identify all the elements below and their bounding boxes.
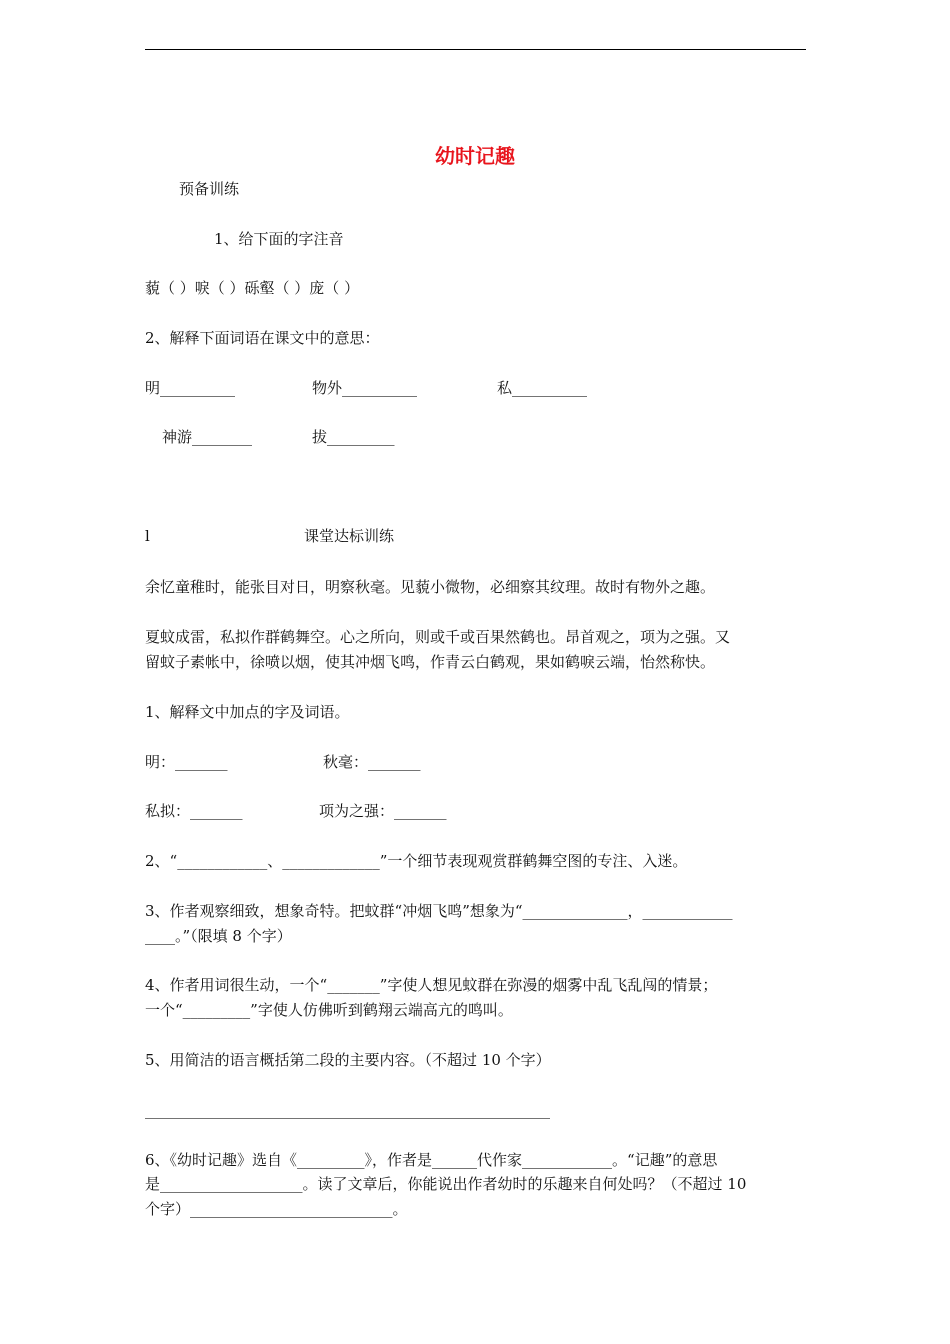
prep-q2-b: 物外__________: [312, 379, 418, 397]
question-6-line-1: 6、《幼时记趣》选自《_________》，作者是______代作家____________。“记趣”的意思: [145, 1151, 718, 1169]
question-1-d: 项为之强：_______: [319, 802, 447, 820]
question-1-c: 私拟：_______: [145, 802, 243, 820]
passage-paragraph-2-line-1: 夏蚊成雷，私拟作群鹤舞空。心之所向，则或千或百果然鹤也。昂首观之，项为之强。又: [145, 628, 731, 646]
prep-q2-d: 神游________: [162, 428, 253, 446]
question-2: 2、“____________、_____________”一个细节表现观赏群鹤舞空图的专注、入迷。: [145, 852, 688, 870]
question-3-line-2: ____。”（限填 8 个字）: [145, 927, 292, 945]
prep-q2-e: 拔_________: [312, 428, 395, 446]
passage-paragraph-1: 余忆童稚时，能张目对日，明察秋毫。见藐小微物，必细察其纹理。故时有物外之趣。: [145, 578, 716, 596]
question-6-line-3: 个字）___________________________。: [145, 1200, 408, 1218]
page-title: 幼时记趣: [435, 144, 515, 168]
question-3-line-1: 3、作者观察细致，想象奇特。把蚊群“冲烟飞鸣”想象为“______________，____________: [145, 902, 733, 920]
question-1-a: 明：_______: [145, 753, 228, 771]
header-rule: [145, 49, 806, 50]
prep-q2-a: 明__________: [145, 379, 236, 397]
question-4-line-2: 一个“_________”字使人仿佛听到鹤翔云端高亢的鸣叫。: [145, 1001, 513, 1019]
question-1-b: 秋毫：_______: [323, 753, 421, 771]
prep-q1-line: 藐（ ）唳（ ）砾壑（ ）庞（ ）: [145, 279, 360, 297]
passage-paragraph-2-line-2: 留蚊子素帐中，徐喷以烟，使其冲烟飞鸣，作青云白鹤观，果如鹤唳云端，怡然称快。: [145, 653, 716, 671]
prep-q1: 1、给下面的字注音: [214, 230, 344, 248]
question-5-answer-line: ______________________________________________________: [145, 1101, 550, 1119]
question-5: 5、用简洁的语言概括第二段的主要内容。（不超过 10 个字）: [145, 1051, 551, 1069]
prep-heading: 预备训练: [179, 180, 240, 198]
question-1: 1、解释文中加点的字及词语。: [145, 703, 350, 721]
question-6-line-2: 是___________________。读了文章后，你能说出作者幼时的乐趣来自何处吗？（不超过 10: [145, 1175, 747, 1193]
question-4-line-1: 4、作者用词很生动，一个“_______”字使人想见蚊群在弥漫的烟雾中乱飞乱闯的情景；: [145, 976, 718, 994]
prep-q2-c: 私__________: [497, 379, 588, 397]
prep-q2: 2、解释下面词语在课文中的意思：: [145, 329, 380, 347]
class-number: l: [145, 527, 150, 545]
class-heading: 课堂达标训练: [304, 527, 395, 545]
